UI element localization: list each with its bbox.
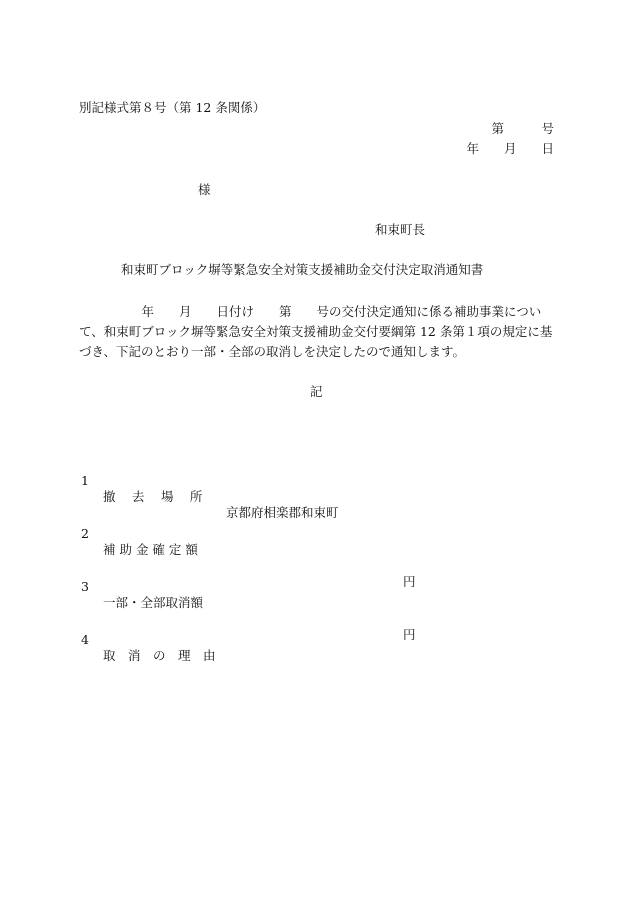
ki-heading: 記 [310,384,323,399]
document-date-line: 年 月 日 [466,141,554,156]
item-label: 補 助 金 確 定 額 [103,542,198,557]
document-number-line: 第 号 [491,121,554,136]
item-label: 撤 去 場 所 [103,489,203,504]
item-number: 4 [81,632,89,647]
form-label: 別記様式第８号（第 12 条関係） [79,100,266,115]
item-number: 1 [81,473,89,488]
item-unit: 円 [403,574,416,589]
list-item [79,457,339,520]
issuer-name: 和束町長 [375,222,426,237]
item-label: 取 消 の 理 由 [103,648,216,663]
list-item [79,616,216,663]
item-unit: 円 [403,627,416,642]
item-number: 3 [81,579,89,594]
addressee-honorific: 様 [198,182,211,197]
item-list [79,425,416,669]
body-paragraph: 年 月 日付け 第 号の交付決定通知に係る補助事業について、和束町ブロック塀等緊急安全対策支援補助金交付要綱第 12 条第１項の規定に基づき、下記のとおり一部・全部の取消しを決定したので通知します。 [79,304,553,359]
item-label: 一部・全部取消額 [103,595,204,610]
item-number: 2 [81,526,89,541]
document-title: 和束町ブロック塀等緊急安全対策支援補助金交付決定取消通知書 [121,262,484,277]
item-value: 京都府相楽郡和束町 [226,505,339,520]
list-item [79,563,416,642]
